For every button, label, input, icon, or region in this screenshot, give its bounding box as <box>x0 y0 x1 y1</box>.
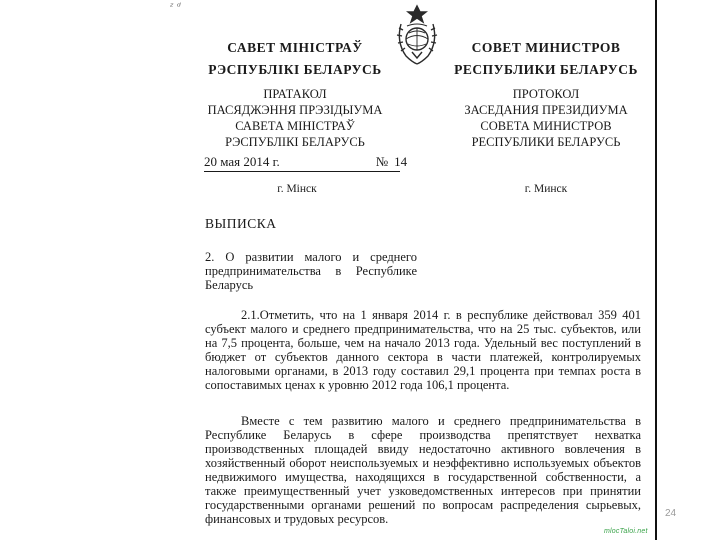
protocol-right-line: РЕСПУБЛИКИ БЕЛАРУСЬ <box>471 135 621 149</box>
extract-title: ВЫПИСКА <box>205 216 277 231</box>
header-right-line2: РЕСПУБЛИКИ БЕЛАРУСЬ <box>454 62 638 77</box>
watermark-logo: mlocTaloi.net <box>604 528 648 535</box>
protocol-left <box>200 86 390 150</box>
scan-mark: ᶻ ᵈ <box>170 2 181 13</box>
slide-number: 24 <box>665 508 677 519</box>
date-underline <box>204 171 400 172</box>
state-emblem-icon <box>392 2 442 68</box>
protocol-right-line: СОВЕТА МИНИСТРОВ <box>480 119 612 133</box>
city-right: г. Минск <box>524 183 568 195</box>
number-sign: № <box>375 154 389 169</box>
header-right-line1: СОВЕТ МИНИСТРОВ <box>471 40 621 55</box>
protocol-right-line: ЗАСЕДАНИЯ ПРЕЗИДИУМА <box>464 103 628 117</box>
paragraph: Вместе с тем развитию малого и среднего предпринимательства в Республике Беларусь в сфере производства препятствует нехватка производственных площадей ввиду недостаточно активного вовлечения в хозяйственный оборот неиспользуемых и неэффективно используемых объектов недвижимого имущества, находящихся в государственной собственности, а также преимущественный учет узковедомственных интересов при принятии государственными органами решений по вопросам распределения сырьевых, финансовых и трудовых ресурсов. <box>205 414 641 526</box>
protocol-left-line: РЭСПУБЛІКІ БЕЛАРУСЬ <box>225 135 365 149</box>
protocol-date: 20 мая 2014 г. <box>204 154 280 169</box>
protocol-right-line: ПРОТОКОЛ <box>512 87 580 101</box>
protocol-left-line: ПАСЯДЖЭННЯ ПРЭЗІДЫУМА <box>207 103 383 117</box>
header-left-line2: РЭСПУБЛІКІ БЕЛАРУСЬ <box>208 62 382 77</box>
protocol-left-line: САВЕТА МІНІСТРАЎ <box>235 119 355 133</box>
paragraph: 2.1.Отметить, что на 1 января 2014 г. в республике действовал 359 401 субъект малого и среднего предпринимательства, что на 25 тыс. субъектов, или на 7,5 процента, больше, чем на начало 2013 года. Удельный вес поступлений в бюджет от субъектов данного сектора в части платежей, контролируемых налоговыми органами, в 2013 году составил 29,1 процента при темпах роста в сопоставимых ценах к уровню 2012 года 106,1 процента. <box>205 308 641 392</box>
protocol-right <box>448 86 644 150</box>
city-left: г. Мінск <box>277 183 317 195</box>
protocol-left-line: ПРАТАКОЛ <box>263 87 327 101</box>
page-edge-line <box>655 0 657 540</box>
item-title: 2. О развитии малого и среднего предпринимательства в Республике Беларусь <box>205 250 417 292</box>
protocol-number: 14 <box>394 154 408 169</box>
header-left-line1: САВЕТ МІНІСТРАЎ <box>227 40 363 55</box>
date-line <box>204 154 407 170</box>
